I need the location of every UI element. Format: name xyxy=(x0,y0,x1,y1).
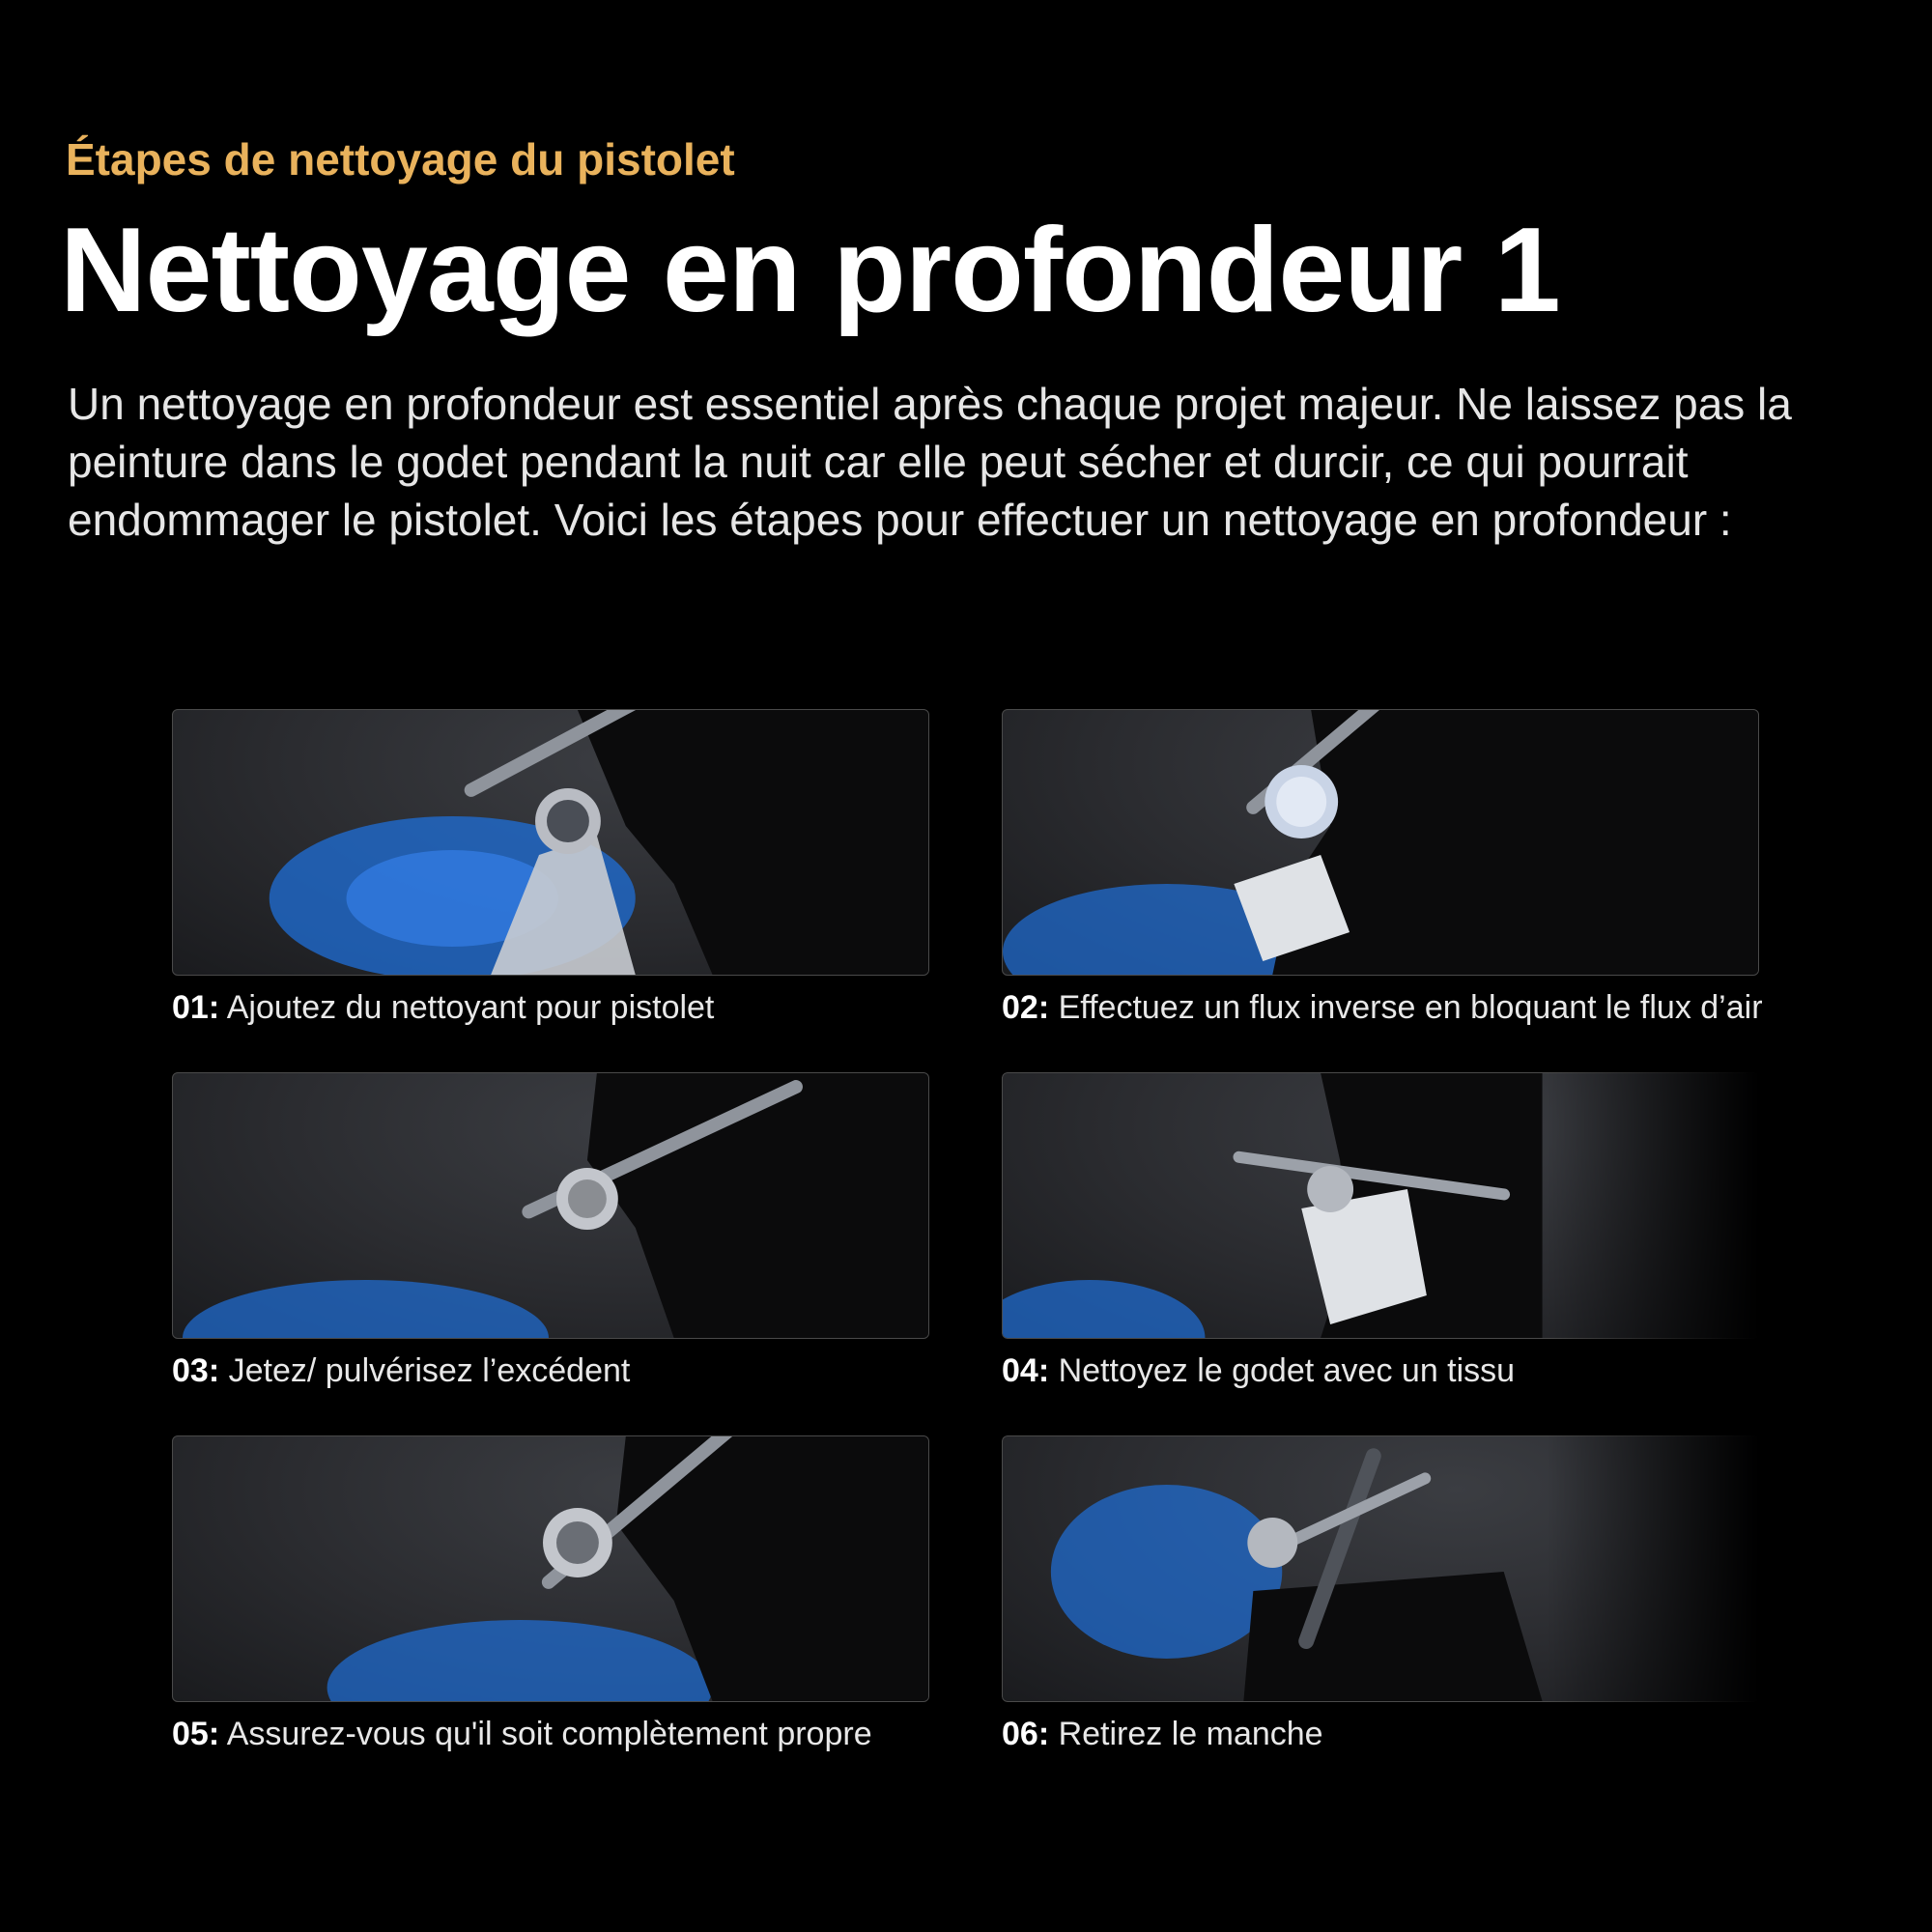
step-text: Nettoyez le godet avec un tissu xyxy=(1049,1352,1516,1389)
airbrush-photo-illustration xyxy=(1003,710,1758,975)
step-text: Jetez/ pulvérisez l’excédent xyxy=(219,1352,631,1389)
step-text: Assurez-vous qu'il soit complètement propre xyxy=(219,1716,872,1752)
step-caption-03 xyxy=(172,1352,929,1390)
step-card-01 xyxy=(172,709,929,1027)
airbrush-photo-illustration xyxy=(1003,1073,1758,1338)
intro-paragraph: Un nettoyage en profondeur est essentiel après chaque projet majeur. Ne laissez pas la peinture dans le godet pendant la nuit car elle peut sécher et durcir, ce qui pourrait endommager le pistolet. Voici les étapes pour effectuer un nettoyage en profondeur : xyxy=(68,379,1792,545)
step-photo-01 xyxy=(172,709,929,976)
step-number: 02: xyxy=(1002,989,1050,1026)
step-photo-03 xyxy=(172,1072,929,1339)
step-card-03 xyxy=(172,1072,929,1390)
step-number: 06: xyxy=(1002,1716,1050,1752)
airbrush-photo-illustration xyxy=(173,1073,928,1338)
eyebrow-heading: Étapes de nettoyage du pistolet xyxy=(66,134,735,185)
airbrush-photo-illustration xyxy=(1003,1436,1758,1701)
step-card-02 xyxy=(1002,709,1763,1027)
step-caption-04 xyxy=(1002,1352,1759,1390)
step-card-04 xyxy=(1002,1072,1759,1390)
step-caption-02 xyxy=(1002,989,1763,1027)
step-text: Retirez le manche xyxy=(1049,1716,1323,1752)
step-number: 05: xyxy=(172,1716,220,1752)
step-number: 04: xyxy=(1002,1352,1050,1389)
page-title: Nettoyage en profondeur 1 xyxy=(60,204,1560,337)
airbrush-photo-illustration xyxy=(173,710,928,975)
step-card-05 xyxy=(172,1435,929,1753)
step-caption-06 xyxy=(1002,1716,1759,1753)
step-text: Ajoutez du nettoyant pour pistolet xyxy=(219,989,715,1026)
step-caption-05 xyxy=(172,1716,929,1753)
step-text: Effectuez un flux inverse en bloquant le flux d’air xyxy=(1049,989,1763,1026)
step-number: 01: xyxy=(172,989,220,1026)
step-photo-06 xyxy=(1002,1435,1759,1702)
step-caption-01 xyxy=(172,989,929,1027)
step-photo-05 xyxy=(172,1435,929,1702)
step-photo-04 xyxy=(1002,1072,1759,1339)
step-card-06 xyxy=(1002,1435,1759,1753)
step-photo-02 xyxy=(1002,709,1759,976)
step-number: 03: xyxy=(172,1352,220,1389)
airbrush-photo-illustration xyxy=(173,1436,928,1701)
